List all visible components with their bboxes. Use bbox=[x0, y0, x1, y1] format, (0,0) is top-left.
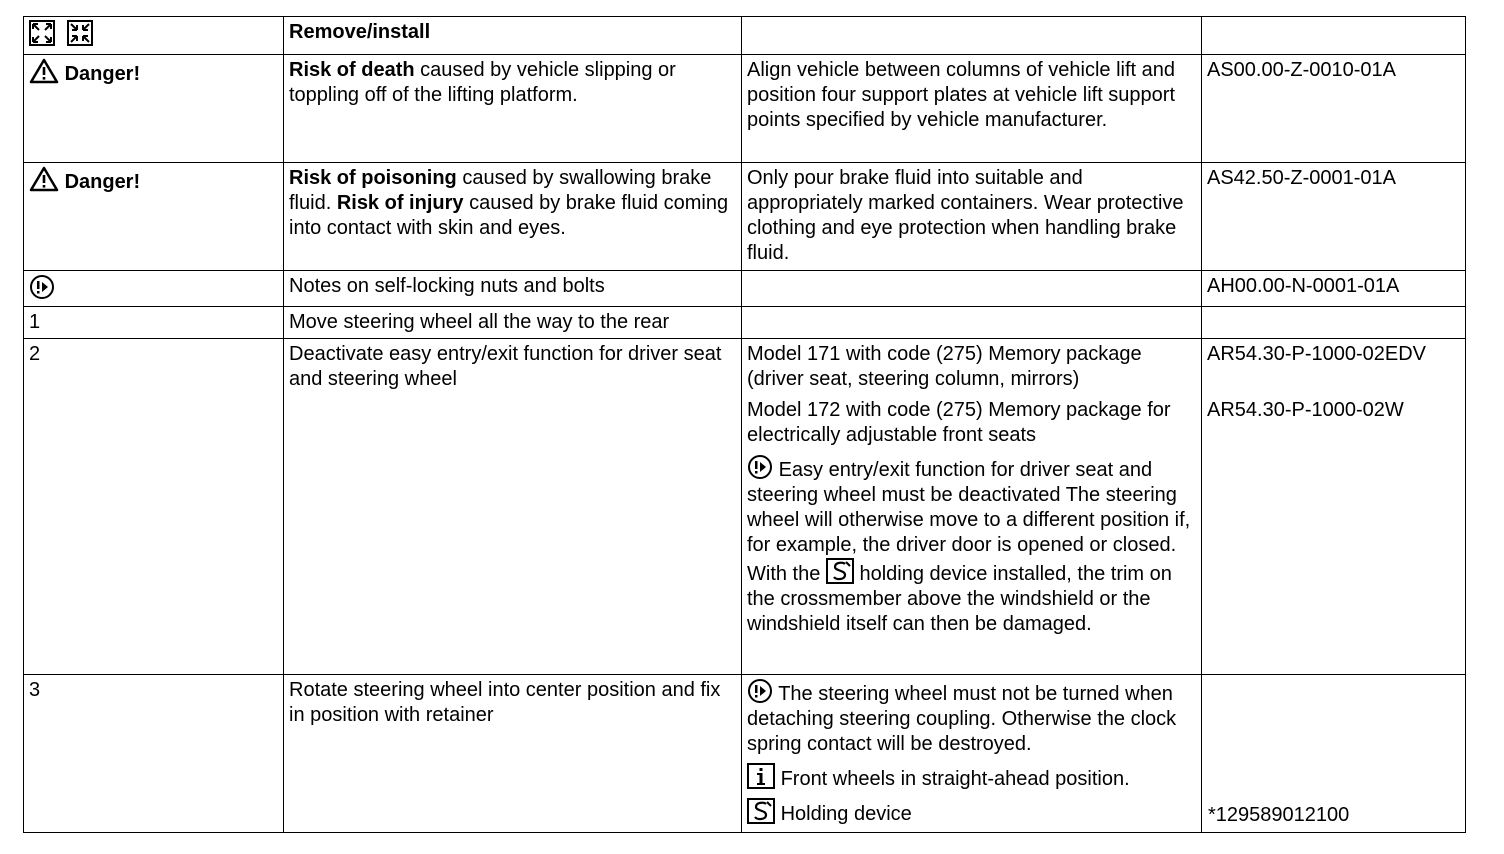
step-text: Deactivate easy entry/exit function for driver seat and steering wheel bbox=[284, 339, 742, 675]
step-ref: AR54.30-P-1000-02W bbox=[1207, 399, 1404, 421]
tool-ref: *129589012100 bbox=[1208, 804, 1350, 826]
info-icon bbox=[747, 763, 775, 789]
note-icon bbox=[29, 274, 55, 300]
notes-text: Notes on self-locking nuts and bolts bbox=[284, 271, 742, 307]
danger-risk: Risk of death caused by vehicle slipping or toppling off of the lifting platform. bbox=[284, 55, 742, 163]
step-number: 3 bbox=[24, 675, 284, 833]
step-number: 1 bbox=[24, 307, 284, 339]
holding-device-icon bbox=[826, 558, 854, 584]
info-note: Front wheels in straight-ahead position. bbox=[747, 763, 1196, 792]
danger-ref: AS00.00-Z-0010-01A bbox=[1202, 55, 1466, 163]
danger-label: Danger! bbox=[64, 63, 141, 85]
header-row bbox=[24, 17, 1466, 55]
danger-row bbox=[24, 55, 1466, 163]
warning-triangle-icon bbox=[29, 166, 59, 192]
step-text: Rotate steering wheel into center position and fix in position with retainer bbox=[284, 675, 742, 833]
step-text: Move steering wheel all the way to the rear bbox=[284, 307, 742, 339]
procedure-table bbox=[23, 16, 1466, 833]
tool-note: Holding device bbox=[747, 798, 1196, 827]
step-row bbox=[24, 339, 1466, 675]
model-note: Model 172 with code (275) Memory package for electrically adjustable front seats bbox=[747, 399, 1171, 446]
note-icon bbox=[747, 678, 773, 704]
danger-measure: Only pour brake fluid into suitable and appropriately marked containers. Wear protective clothing and eye protection when handling brake fluid. bbox=[742, 163, 1202, 271]
danger-label: Danger! bbox=[64, 171, 141, 193]
note-icon bbox=[747, 454, 773, 480]
step-row bbox=[24, 675, 1466, 833]
header-title: Remove/install bbox=[284, 17, 742, 55]
step-number: 2 bbox=[24, 339, 284, 675]
danger-measure: Align vehicle between columns of vehicle lift and position four support plates at vehicle lift support points specified by vehicle manufacturer. bbox=[742, 55, 1202, 163]
model-note: Model 171 with code (275) Memory package (driver seat, steering column, mirrors) bbox=[747, 343, 1142, 390]
notes-ref: AH00.00-N-0001-01A bbox=[1202, 271, 1466, 307]
steering-note: The steering wheel must not be turned when detaching steering coupling. Otherwise the clock spring contact will be destroyed. bbox=[747, 678, 1196, 757]
header-icons-cell bbox=[24, 17, 284, 55]
install-arrows-icon bbox=[67, 20, 93, 46]
notes-row bbox=[24, 271, 1466, 307]
danger-risk: Risk of poisoning caused by swallowing brake fluid. Risk of injury caused by brake fluid coming into contact with skin and eyes. bbox=[284, 163, 742, 271]
holding-device-icon bbox=[747, 798, 775, 824]
remove-arrows-icon bbox=[29, 20, 55, 46]
step-row bbox=[24, 307, 1466, 339]
danger-row bbox=[24, 163, 1466, 271]
danger-ref: AS42.50-Z-0001-01A bbox=[1202, 163, 1466, 271]
step-ref: AR54.30-P-1000-02EDV bbox=[1207, 343, 1427, 365]
deactivation-note: Easy entry/exit function for driver seat and steering wheel must be deactivated The steering wheel will otherwise move to a different position if, for example, the driver door is opened or closed. With the holding device installed, the trim on the crossmember above the windshield or the windshield itself can then be damaged. bbox=[747, 454, 1196, 637]
warning-triangle-icon bbox=[29, 58, 59, 84]
